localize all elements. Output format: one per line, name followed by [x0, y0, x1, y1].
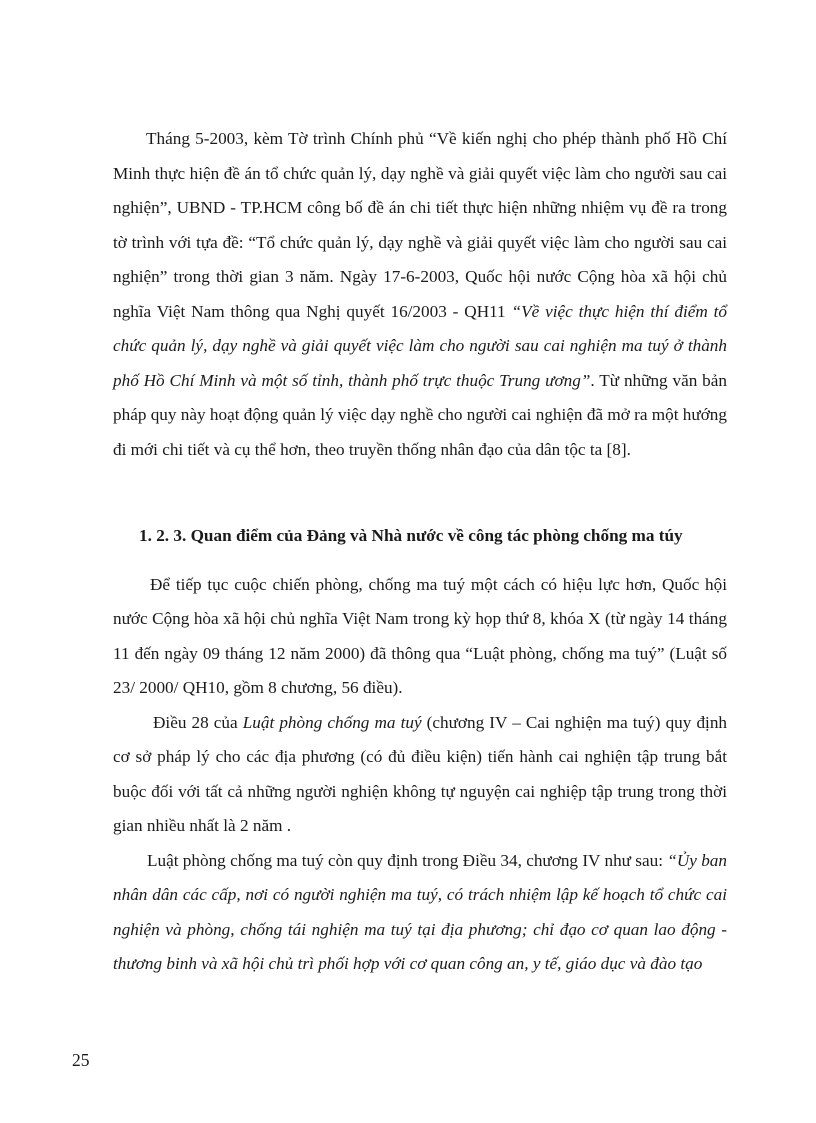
paragraph-3-text-end: (chương IV – Cai nghiện ma tuý) quy định cơ sở pháp lý cho các địa phương (có đủ điều kiện) tiến hành cai nghiện tập trung bắt buộc đối với tất cả những người nghiện không tự nguyện cai nghiệp tập trung trong thời gian nhiều nhất là 2 năm . — [113, 712, 728, 835]
paragraph-1 — [113, 122, 727, 467]
paragraph-1-italic-resolution-title: “Về việc thực hiện thí điểm tổ chức quản lý, dạy nghề và giải quyết việc làm cho người sau cai nghiện ma tuý ở thành phố Hồ Chí Minh và một số tỉnh, thành phố trực thuộc Trung ương” — [113, 301, 727, 390]
paragraph-4 — [113, 844, 727, 982]
paragraph-2-text: Để tiếp tục cuộc chiến phòng, chống ma tuý một cách có hiệu lực hơn, Quốc hội nước Cộng hòa xã hội chủ nghĩa Việt Nam trong kỳ họp thứ 8, khóa X (từ ngày 14 tháng 11 đến ngày 09 tháng 12 năm 2000) đã thông qua “Luật phòng, chống ma tuý” (Luật số 23/ 2000/ QH10, gồm 8 chương, 56 điều). — [113, 574, 727, 697]
page-number: 25 — [72, 1050, 90, 1070]
paragraph-4-italic-quote: “Ủy ban nhân dân các cấp, nơi có người nghiện ma tuý, có trách nhiệm lập kế hoạch tổ chức cai nghiện và phòng, chống tái nghiện ma tuý tại địa phương; chỉ đạo cơ quan lao động - thương binh và xã hội chủ trì phối hợp với cơ quan công an, y tế, giáo dục và đào tạo — [113, 850, 727, 973]
page-body — [113, 122, 727, 982]
paragraph-3-text: Điều 28 của — [153, 712, 243, 732]
paragraph-2 — [113, 568, 727, 706]
paragraph-1-text-end: . Từ những văn bản pháp quy này hoạt động quản lý việc dạy nghề cho người cai nghiện đã mở ra một hướng đi mới chi tiết và cụ thể hơn, theo truyền thống nhân đạo của dân tộc ta [8]. — [113, 370, 728, 459]
paragraph-3-italic-law-title: Luật phòng chống ma tuý — [242, 712, 422, 732]
paragraph-3 — [113, 706, 727, 844]
paragraph-1-text: Tháng 5-2003, kèm Tờ trình Chính phủ “Về kiến nghị cho phép thành phố Hồ Chí Minh thực hiện đề án tổ chức quản lý, dạy nghề và giải quyết việc làm cho người sau cai nghiện”, UBND - TP.HCM công bố đề án chi tiết thực hiện những nhiệm vụ đề ra trong tờ trình với tựa đề: “Tổ chức quản lý, dạy nghề và giải quyết việc làm cho người sau cai nghiện” trong thời gian 3 năm. Ngày 17-6-2003, Quốc hội nước Cộng hòa xã hội chủ nghĩa Việt Nam thông qua Nghị quyết 16/2003 - QH11 — [113, 129, 727, 321]
paragraph-4-text: Luật phòng chống ma tuý còn quy định trong Điều 34, chương IV như sau: — [147, 850, 668, 870]
section-heading: 1. 2. 3. Quan điểm của Đảng và Nhà nước về công tác phòng chống ma túy — [139, 526, 683, 545]
